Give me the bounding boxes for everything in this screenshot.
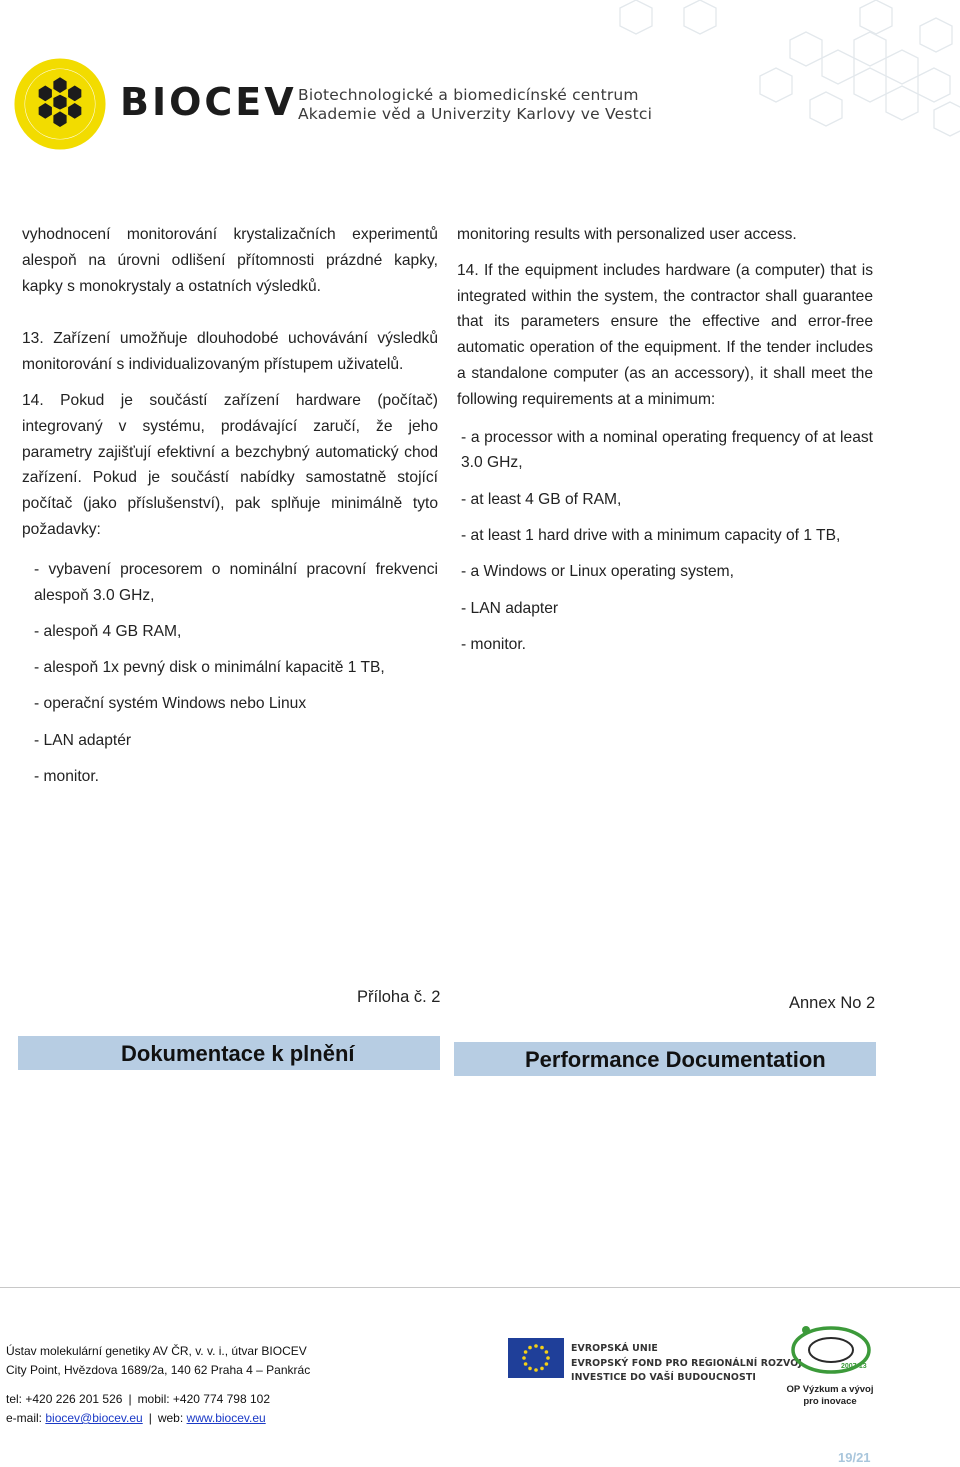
paragraph-14-cz: 14. Pokud je součástí zařízení hardware (počítač) integrovaný v systému, prodávající zaručí, že jeho parametry zajišťují efektivní a bezchybný automatický chod zařízení. Pokud je součástí nabídky samostatně stojící počítač (jako příslušenství), pak splňuje minimálně tyto požadavky: xyxy=(22,391,438,538)
requirement-item-cz: - monitor. xyxy=(34,768,99,786)
mobile: mobil: +420 774 798 102 xyxy=(137,1392,271,1406)
annex-title-en: Performance Documentation xyxy=(525,1047,826,1072)
annex-label-en: Annex No 2 xyxy=(789,994,876,1012)
requirement-item-en: - a processor with a nominal operating frequency of at least 3.0 GHz, xyxy=(461,428,873,472)
separator: | xyxy=(148,1411,152,1425)
requirement-item-cz: - operační systém Windows nebo Linux xyxy=(34,695,307,713)
op-vavpi-logo-icon xyxy=(786,1316,876,1382)
web-line xyxy=(6,1409,270,1428)
requirement-item-en: - monitor. xyxy=(461,635,526,653)
requirement-item-cz: - vybavení procesorem o nominální pracovní frekvenci alespoň 3.0 GHz, xyxy=(34,560,438,604)
web-link[interactable]: www.biocev.eu xyxy=(186,1411,266,1425)
op-line1: OP Výzkum a vývoj xyxy=(786,1384,874,1395)
requirement-item-cz: - LAN adaptér xyxy=(34,731,132,749)
footer-contacts xyxy=(6,1390,270,1428)
separator: | xyxy=(128,1392,132,1406)
header-subtitle-line2: Akademie věd a Univerzity Karlovy ve Vestci xyxy=(298,105,653,123)
op-line2: pro inovace xyxy=(803,1396,857,1407)
eu-flag-icon xyxy=(508,1338,564,1378)
eu-line2: EVROPSKÝ FOND PRO REGIONÁLNÍ ROZVOJ xyxy=(571,1357,802,1369)
paragraph-continuation-en: monitoring results with personalized user access. xyxy=(457,226,797,243)
annex-title-bar-cz xyxy=(18,1036,440,1070)
annex-title-cz: Dokumentace k plnění xyxy=(121,1041,355,1066)
requirement-item-en: - a Windows or Linux operating system, xyxy=(461,563,735,581)
annex-label-cz: Příloha č. 2 xyxy=(357,988,441,1006)
requirement-item-en: - LAN adapter xyxy=(461,599,559,617)
requirement-item-en: - at least 4 GB of RAM, xyxy=(461,490,622,508)
page-number: 19/21 xyxy=(838,1450,871,1465)
tel: tel: +420 226 201 526 xyxy=(6,1392,123,1406)
requirement-item-cz: - alespoň 1x pevný disk o minimální kapacitě 1 TB, xyxy=(34,659,385,677)
footer-divider xyxy=(0,1287,960,1288)
header-subtitle-line1: Biotechnologické a biomedicínské centrum xyxy=(298,86,639,104)
op-years: 2007-13 xyxy=(841,1363,867,1370)
paragraph-14-en: 14. If the equipment includes hardware (a computer) that is integrated within the system, the contractor shall guarantee that its parameters ensure the effective and error-free automatic operation of the equipment. If the tender includes a standalone computer (as an accessory), it shall meet the following requirements at a minimum: xyxy=(457,261,873,408)
email-link[interactable]: biocev@biocev.eu xyxy=(45,1411,143,1425)
logo-wordmark: BIOCEV xyxy=(120,80,297,124)
requirement-item-en: - at least 1 hard drive with a minimum capacity of 1 TB, xyxy=(461,526,841,544)
paragraph-13-cz: 13. Zařízení umožňuje dlouhodobé uchovávání výsledků monitorování s individualizovaným přístupem uživatelů. xyxy=(22,330,438,374)
paragraph-continuation-cz: vyhodnocení monitorování krystalizačních experimentů alespoň na úrovni odlišení přítomnosti prázdné kapky, kapky s monokrystaly a ostatních výsledků. xyxy=(22,226,438,295)
footer-address xyxy=(6,1342,310,1380)
biocev-logo-icon xyxy=(14,58,106,150)
eu-fund-text xyxy=(571,1342,802,1386)
english-column xyxy=(457,222,873,658)
eu-line3: INVESTICE DO VAŠÍ BUDOUCNOSTI xyxy=(571,1372,756,1383)
op-program-text xyxy=(782,1384,878,1408)
email-label: e-mail: xyxy=(6,1411,43,1425)
annex-title-bar-en xyxy=(454,1042,876,1076)
web-label: web: xyxy=(157,1411,184,1425)
org-address: City Point, Hvězdova 1689/2a, 140 62 Praha 4 – Pankrác xyxy=(6,1363,311,1377)
eu-line1: EVROPSKÁ UNIE xyxy=(571,1343,658,1354)
org-name: Ústav molekulární genetiky AV ČR, v. v. i., útvar BIOCEV xyxy=(6,1344,307,1358)
phone-line xyxy=(6,1390,270,1409)
czech-column xyxy=(22,222,438,790)
requirement-item-cz: - alespoň 4 GB RAM, xyxy=(34,622,182,640)
